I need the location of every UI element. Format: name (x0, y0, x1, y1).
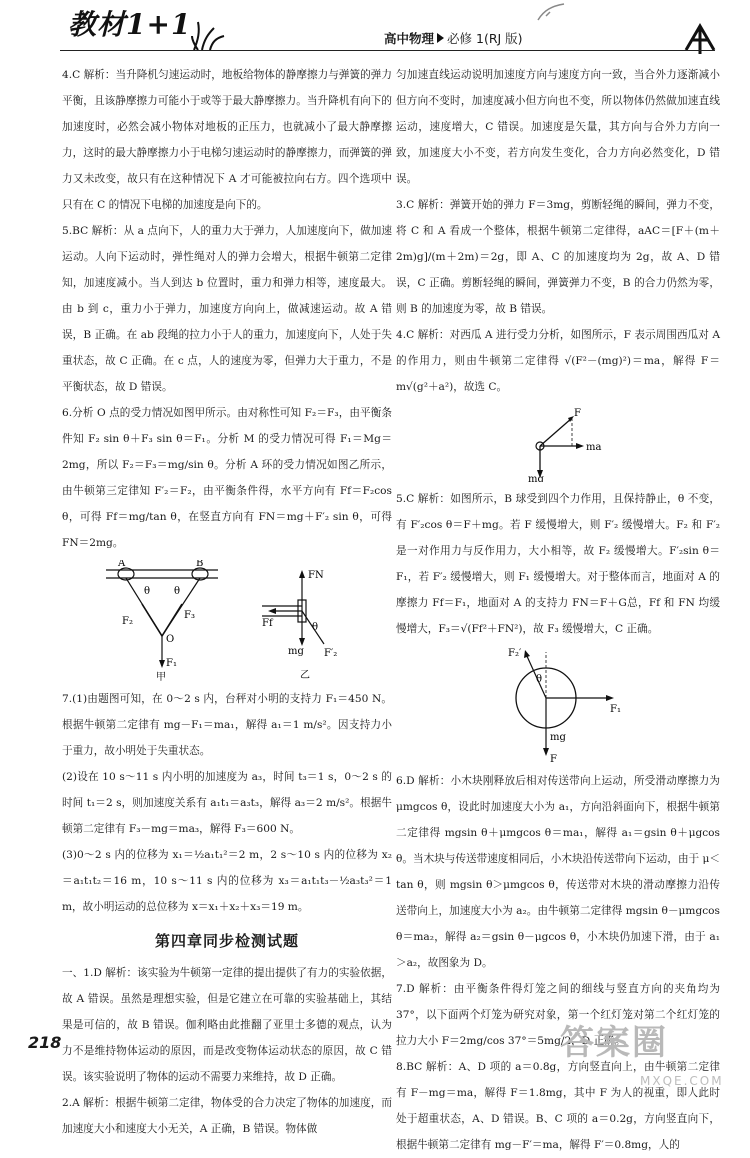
label-mg-melon: mg (528, 474, 544, 482)
label-theta-2: θ (174, 586, 181, 597)
header-rule (60, 50, 715, 51)
label-O: O (166, 634, 175, 645)
test-answer-1: 一、1.D 解析：该实验为牛顿第一定律的提出提供了有力的实验依据，故 A 错误。虽然是理想实验，但是它建立在可靠的实验基础上，其结果是可信的，故 B 错误。伽利略由此推翻了亚里士多德的观点，认为力不是维持物体运动的原因，而是改变物体运动状态的原因，故 C 错误。该实验说明了物体的运动不需要力来维持，故 D 正确。 (62, 967, 392, 1083)
test-answer-3: 3.C 解析：弹簧开始的弹力 F＝3mg，剪断轻绳的瞬间，弹力不变，将 C 和 A 看成一个整体，根据牛顿第二定律得，aAC＝[F＋(m＋2m)g]/(m＋2m)＝2g，即 A、C 的加速度均为 2g，故 A、D 错误，C 正确。剪断轻绳的瞬间，弹簧弹力不变，B 的合力仍然为零，则 B 的加速度为零，故 B 错误。 (396, 199, 720, 315)
label-ma: ma (586, 442, 602, 453)
label-yi: 乙 (300, 670, 310, 681)
label-F3: F₃ (184, 610, 195, 621)
label-mg-ball: mg (550, 732, 566, 743)
label-F2: F₂ (122, 616, 133, 627)
test-answer-4: 4.C 解析：对西瓜 A 进行受力分析，如图所示，F 表示周围西瓜对 A 的作用力，则由牛顿第二定律得 √(F²－(mg)²)＝ma，解得 F＝m√(g²＋a²)，故选 C。 (396, 329, 720, 393)
left-column (62, 62, 392, 1142)
label-A: A (118, 560, 126, 569)
watermark-url: MXQE.COM (640, 1074, 724, 1088)
label-F-melon: F (574, 408, 581, 419)
test-answer-5: 5.C 解析：如图所示，B 球受到四个力作用，且保持静止，θ 不变，有 F′₂cos θ＝F＋mg。若 F 缓慢增大，则 F′₂ 缓慢增大。F₂ 和 F′₂ 是一对作用力与反作用力，大小相等，故 F₂ 缓慢增大。F′₂sin θ＝F₁，若 F′₂ 缓慢增大，则 F₁ 缓慢增大。对于整体而言，地面对 A 的摩擦力 Ff＝F₁，地面对 A 的支持力 FN＝F＋G总，Ff 和 FN 均缓慢增大，F₃＝√(Ff²＋FN²)，故 F₃ 缓慢增大，C 正确。 (396, 493, 720, 635)
page-header (0, 0, 750, 58)
label-F2p: F′₂ (324, 648, 338, 659)
figure-jia-yi (62, 560, 392, 682)
label-FN: FN (308, 570, 324, 581)
label-theta-yi: θ (312, 622, 319, 633)
label-theta-1: θ (144, 586, 151, 597)
label-F-ball: F (550, 754, 557, 764)
label-B: B (196, 560, 204, 569)
label-jia: 甲 (156, 672, 166, 682)
watermark-logo: 答案圈 (560, 1023, 668, 1063)
brand-logo: 教材1+1 (68, 8, 192, 41)
answer-7-part3: (3)0～2 s 内的位移为 x₁＝½a₁t₁²＝2 m，2 s～10 s 内的位移为 x₂＝a₁t₁t₂＝16 m，10 s～11 s 内的位移为 x₃＝a₁t₁t₃－½a₃t₃²＝1 m，故小明运动的总位移为 x＝x₁＋x₂＋x₃＝19 m。 (62, 849, 392, 913)
subject-title: 高中物理 必修 1(RJ 版) (384, 31, 523, 46)
label-F2prime: F₂′ (508, 648, 522, 659)
label-Ff: Ff (262, 618, 273, 629)
answer-7-part2: (2)设在 10 s～11 s 内小明的加速度为 a₃，时间 t₃＝1 s，0～2 s 的时间 t₁＝2 s，则加速度关系有 a₁t₁＝a₃t₃，解得 a₃＝2 m/s²。根据牛顿第二定律有 F₃－mg＝ma₃，解得 F₃＝600 N。 (62, 771, 392, 835)
test-answer-2-continued: 匀加速直线运动说明加速度方向与速度方向一致，当合外力逐渐减小但方向不变时，加速度减小但方向也不变，所以物体仍然做加速直线运动，速度增大，C 错误。加速度是矢量，其方向与合外力方向一致，加速度大小不变，若方向发生变化，合力方向必然变化，D 错误。 (396, 69, 720, 185)
right-column (396, 62, 720, 1158)
label-mg-yi: mg (288, 646, 304, 657)
grass-icon (190, 18, 230, 52)
answer-4: 4.C 解析：当升降机匀速运动时，地板给物体的静摩擦力与弹簧的弹力平衡，且该静摩擦力可能小于或等于最大静摩擦力。当升降机有向下的加速度时，必然会减小物体对地板的正压力，也就减小了最大静摩擦力，这时的最大静摩擦力小于电梯匀速运动时的静摩擦力，而弹簧的弹力又未改变，故只有在这种情况下 A 才可能被拉向右方。四个选项中只有在 C 的情况下电梯的加速度是向下的。 (62, 69, 392, 211)
test-answer-7: 7.D 解析：由平衡条件得灯笼之间的细线与竖直方向的夹角均为 37°，以下面两个灯笼为研究对象，第一个红灯笼对第二个红灯笼的拉力大小 F＝2mg/cos 37°＝5mg/2，D 正确。 (396, 983, 720, 1047)
figure-ball (396, 646, 720, 764)
triangle-icon (437, 33, 444, 43)
label-F1-ball: F₁ (610, 704, 621, 715)
bamboo-icon (536, 2, 566, 22)
figure-watermelon (396, 404, 720, 482)
answer-7-part1: 7.(1)由题图可知，在 0～2 s 内，台秤对小明的支持力 F₁＝450 N。根据牛顿第二定律有 mg－F₁＝ma₁，解得 a₁＝1 m/s²。因支持力小于重力，故小明处于失重状态。 (62, 693, 392, 757)
ball-force-svg (396, 646, 720, 764)
watermelon-force-svg (396, 404, 720, 482)
test-answer-8: 8.BC 解析：A、D 项的 a＝0.8g，方向竖直向上，由牛顿第二定律有 F－mg＝ma，解得 F＝1.8mg，其中 F 为人的视重，即人此时处于超重状态，A、D 错误。B、C 项的 a＝0.2g，方向竖直向下，根据牛顿第二定律有 mg－F′＝ma，解得 F′＝0.8mg，人的 (396, 1061, 720, 1151)
page-number: 218 (28, 1033, 62, 1052)
test-answer-2: 2.A 解析：根据牛顿第二定律，物体受的合力决定了物体的加速度，而加速度大小和速度大小无关，A 正确，B 错误。物体做 (62, 1097, 392, 1135)
section-title: 第四章同步检测试题 (154, 932, 299, 950)
test-answer-6: 6.D 解析：小木块刚释放后相对传送带向上运动，所受滑动摩擦力为 μmgcos θ，设此时加速度大小为 a₁，方向沿斜面向下，根据牛顿第二定律得 mgsin θ＋μmgcos θ＝ma₁，解得 a₁＝gsin θ＋μgcos θ。当木块与传送带速度相同后，小木块沿传送带向下运动，由于 μ＜tan θ，则 mgsin θ＞μmgcos θ，传送带对木块的滑动摩擦力沿传送带向上，加速度大小为 a₂。由牛顿第二定律得 mgsin θ－μmgcos θ＝ma₂，解得 a₂＝gsin θ－μgcos θ，小木块仍加速下滑，由于 a₁＞a₂，故图象为 D。 (396, 775, 720, 969)
answer-5: 5.BC 解析：从 a 点向下，人的重力大于弹力，人加速度向下，做加速运动。人向下运动时，弹性绳对人的弹力会增大，根据牛顿第二定律知，加速度减小。当人到达 b 位置时，重力和弹力相等，速度最大。由 b 到 c，重力小于弹力，加速度方向向上，做减速运动。故 A 错误，B 正确。在 ab 段绳的拉力小于人的重力，加速度向下，人处于失重状态，故 C 正确。在 c 点，人的速度为零，但弹力大于重力，不是平衡状态，故 D 错误。 (62, 225, 392, 393)
force-diagram-svg (62, 560, 392, 682)
answer-6: 6.分析 O 点的受力情况如图甲所示。由对称性可知 F₂＝F₃，由平衡条件知 F₂ sin θ＋F₃ sin θ＝F₁。分析 M 的受力情况可得 F₁＝Mg＝2mg，所以 F₂＝F₃＝mg/sin θ。分析 A 环的受力情况如图乙所示，由牛顿第三定律知 F′₂＝F₂，由平衡条件得，水平方向有 Ff＝F₂cos θ，可得 Ff＝mg/tan θ，在竖直方向有 FN＝mg＋F′₂ sin θ，可得 FN＝2mg。 (62, 407, 392, 549)
label-theta-ball: θ (536, 674, 543, 685)
label-F1: F₁ (166, 658, 177, 669)
